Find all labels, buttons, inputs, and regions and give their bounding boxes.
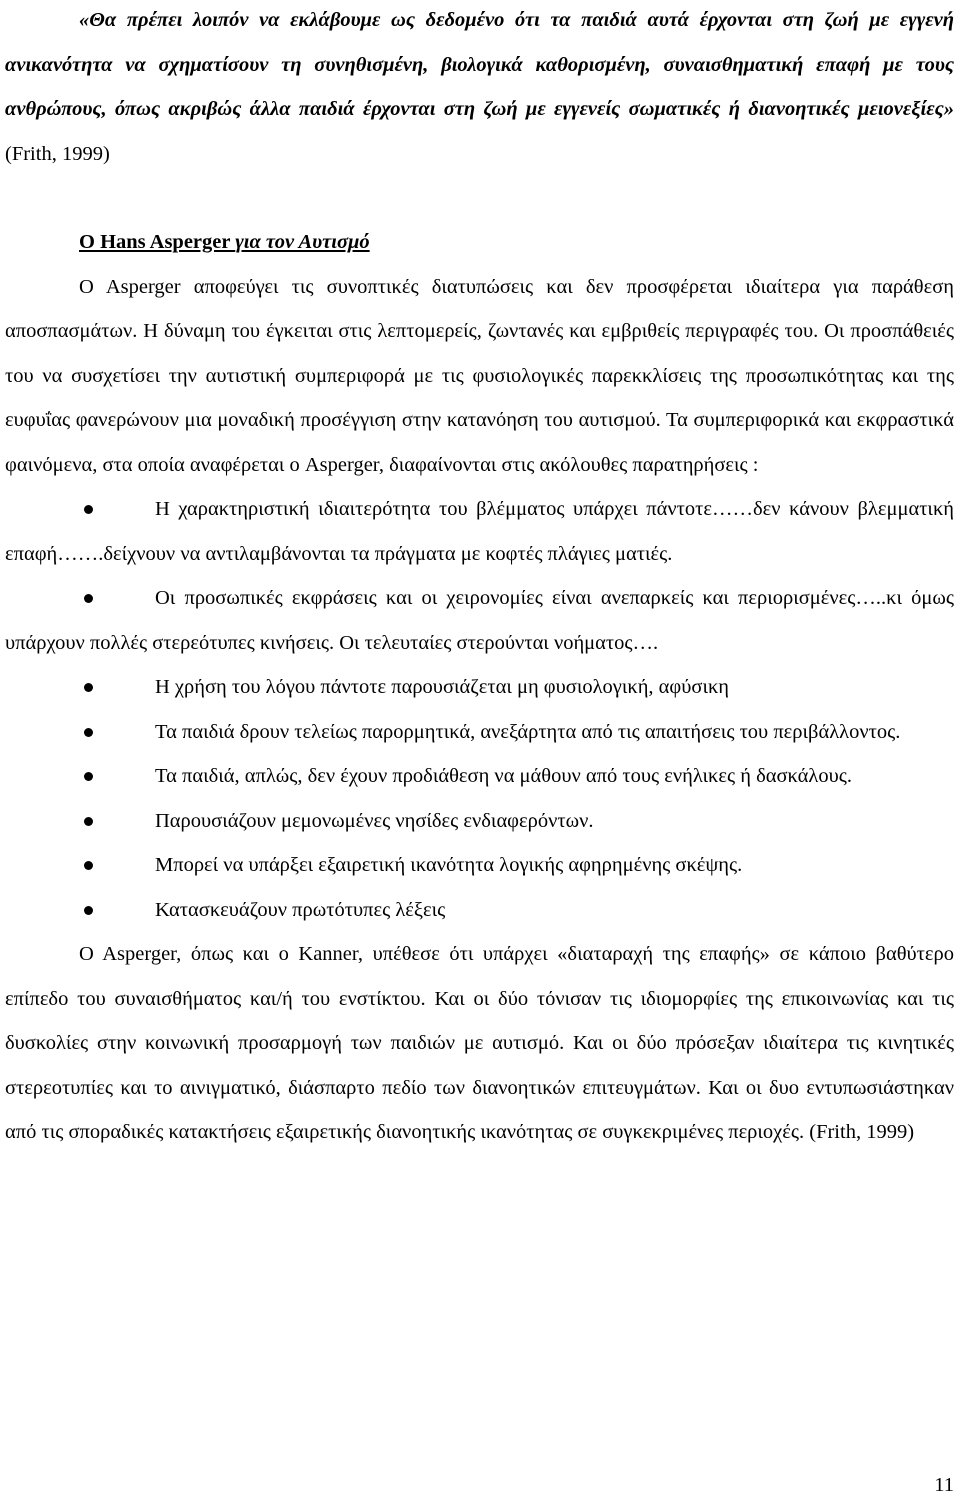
- bullet-dot-icon: [84, 906, 93, 915]
- bullet-dot-icon: [84, 594, 93, 603]
- bullet-dot-icon: [84, 772, 93, 781]
- bullet-dot-icon: [84, 683, 93, 692]
- bullet-item: Οι προσωπικές εκφράσεις και οι χειρονομίες είναι ανεπαρκείς και περιορισμένες…..κι όμως υπάρχουν πολλές στερεότυπες κινήσεις. Οι τελευταίες στερούνται νοήματος….: [5, 587, 954, 654]
- bullet-item: Μπορεί να υπάρξει εξαιρετική ικανότητα λογικής αφηρημένης σκέψης.: [5, 843, 954, 888]
- document-page: [5, 0, 954, 1155]
- bullet-item: Παρουσιάζουν μεμονωμένες νησίδες ενδιαφερόντων.: [5, 799, 954, 844]
- paragraph-conclusion: O Asperger, όπως και ο Kanner, υπέθεσε ότι υπάρχει «διαταραχή της επαφής» σε κάποιο βαθύτερο επίπεδο του συναισθήματος και/ή του ενστίκτου. Και οι δύο τόνισαν τις ιδιομορφίες της επικοινωνίας και τις δυσκολίες στην κοινωνική προσαρμογή των παιδιών με αυτισμό. Και οι δύο πρόσεξαν ιδιαίτερα τις κινητικές στερεοτυπίες και το αινιγματικό, διάσπαρτο πεδίο των διανοητικών επιτευγμάτων. Και οι δυο εντυπωσιάστηκαν από τις σποραδικές κατακτήσεις εξαιρετικής διανοητικής ικανότητας σε συγκεκριμένες περιοχές. (Frith, 1999): [5, 943, 954, 1143]
- paragraph-intro: O Asperger αποφεύγει τις συνοπτικές διατυπώσεις και δεν προσφέρεται ιδιαίτερα για παράθεση αποσπασμάτων. Η δύναμη του έγκειται στις λεπτομερείς, ζωντανές και εμβριθείς περιγραφές του. Οι προσπάθειές του να συσχετίσει την αυτιστική συμπεριφορά με τις φυσιολογικές παρεκκλίσεις της προσωπικότητας και της ευφυΐας φανερώνουν μια μοναδική προσέγγιση στην κατανόηση του αυτισμού. Τα συμπεριφορικά και εκφραστικά φαινόμενα, στα οποία αναφέρεται ο Asperger, διαφαίνονται στις ακόλουθες παρατηρήσεις :: [5, 275, 954, 476]
- bullet-dot-icon: [84, 817, 93, 826]
- heading-topic: για τον Αυτισμό: [235, 231, 370, 253]
- bullet-item: Η χρήση του λόγου πάντοτε παρουσιάζεται μη φυσιολογική, αφύσικη: [5, 665, 954, 710]
- bullet-item: Τα παιδιά δρουν τελείως παρορμητικά, ανεξάρτητα από τις απαιτήσεις του περιβάλλοντος.: [5, 710, 954, 755]
- bullet-dot-icon: [84, 728, 93, 737]
- bullet-dot-icon: [84, 861, 93, 870]
- bullet-item: Κατασκευάζουν πρωτότυπες λέξεις: [5, 888, 954, 933]
- opening-quote: [5, 0, 954, 176]
- bullet-item: Τα παιδιά, απλώς, δεν έχουν προδιάθεση να μάθουν από τους ενήλικες ή δασκάλους.: [5, 754, 954, 799]
- page-number: 11: [934, 1474, 954, 1496]
- heading-name: O Hans Asperger: [79, 231, 236, 253]
- section-heading: [5, 220, 954, 265]
- bullet-dot-icon: [84, 505, 93, 514]
- bullet-item: Η χαρακτηριστική ιδιαιτερότητα του βλέμματος υπάρχει πάντοτε……δεν κάνουν βλεμματική επαφή…….δείχνουν να αντιλαμβάνονται τα πράγματα με κοφτές πλάγιες ματιές.: [5, 498, 954, 565]
- quote-citation: (Frith, 1999): [5, 142, 110, 165]
- quote-text: «Θα πρέπει λοιπόν να εκλάβουμε ως δεδομένο ότι τα παιδιά αυτά έρχονται στη ζωή με εγγενή ανικανότητα να σχηματίσουν τη συνηθισμένη, βιολογικά καθορισμένη, συναισθηματική επαφή με τους ανθρώπους, όπως ακριβώς άλλα παιδιά έρχονται στη ζωή με εγγενείς σωματικές ή διανοητικές μειονεξίες»: [5, 9, 954, 120]
